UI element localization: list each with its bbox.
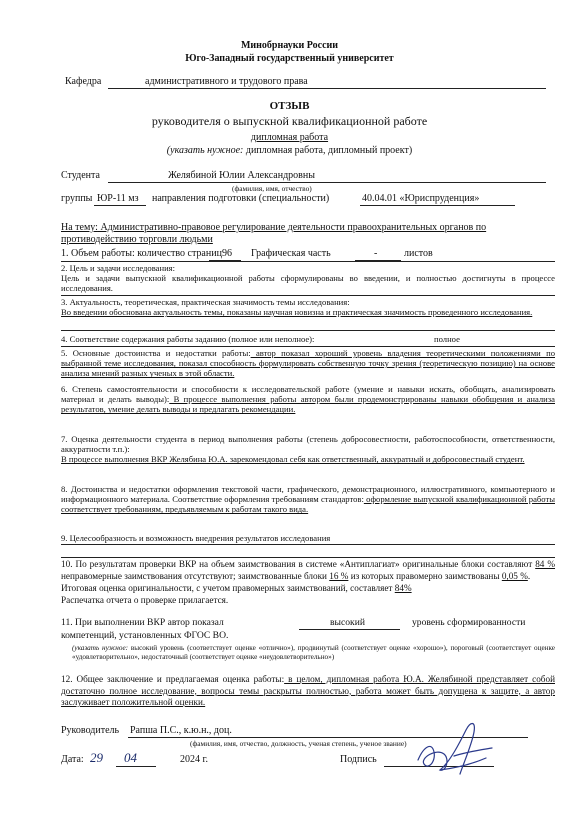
- date-month: 04: [124, 750, 137, 765]
- review-subtitle: руководителя о выпускной квалификационной работе: [151, 114, 428, 128]
- divider-2: [61, 295, 555, 296]
- divider-4: [61, 346, 555, 347]
- signature-label: Подпись: [340, 754, 377, 765]
- supervisor-hint: (фамилия, имя, отчество, должность, ученая степень, ученое звание): [190, 739, 407, 748]
- date-day: 29: [90, 750, 103, 765]
- section-11-line2: компетенций, установленных ФГОС ВО.: [61, 630, 229, 641]
- section-4-label: 4. Соответствие содержания работы заданию (полное или неполное):: [61, 334, 315, 344]
- section-12: 12. Общее заключение и предлагаемая оценка работы: в целом, дипломная работа Ю.А. Желябиной представляет собой достаточно полное исследование, вопросы темы раскрыты полностью, работа может быть допущена к защите, а автор заслуживает положительной оценки.: [61, 674, 555, 707]
- work-type-hint: (указать нужное: дипломная работа, дипломный проект): [166, 145, 413, 156]
- graphic-count: -: [374, 248, 378, 259]
- direction-underline: [360, 205, 515, 206]
- group-value: ЮР-11 мз: [97, 193, 139, 204]
- pages-count: 96: [222, 248, 232, 259]
- review-title: ОТЗЫВ: [269, 100, 310, 112]
- work-type: дипломная работа: [250, 132, 329, 143]
- divider-1: [61, 261, 555, 262]
- department-value: административного и трудового права: [145, 76, 308, 87]
- supervisor-name: Рапша П.С., к.ю.н., доц.: [130, 725, 232, 736]
- section-6: 6. Степень самостоятельности и способности к исследовательской работе (умение и навыки искать, обобщать, анализировать материал и делать выводы): В процессе выполнения работы автором были продемонстрированы навыки обобщения и анализа результатов, умение делать выводы и предлагать рекомендации.: [61, 384, 555, 415]
- group-underline: [94, 205, 146, 206]
- direction-value: 40.04.01 «Юриспруденция»: [362, 193, 480, 204]
- department-label: Кафедра: [65, 76, 102, 87]
- department-underline: [108, 88, 546, 89]
- divider-3: [61, 330, 555, 331]
- group-label: группы: [61, 193, 93, 204]
- section-11-hint: (указать нужное: высокий уровень (соответствует оценке «отлично»), продвинутый (соответствует оценке «хорошо»), пороговый (соответствует оценке «удовлетворительно», недостаточный (соответствует оценке «неудовлетворительно»): [72, 644, 555, 661]
- section-11-tail: уровень сформированности: [412, 617, 526, 628]
- section-4-value: полное: [434, 334, 460, 344]
- date-year: 2024 г.: [180, 754, 208, 765]
- graphic-label: Графическая часть: [251, 248, 331, 259]
- student-underline: [108, 182, 546, 183]
- student-label: Студента: [61, 170, 100, 181]
- topic-line2: противодействию торговли людьми: [61, 234, 213, 245]
- level-underline: [299, 629, 400, 630]
- section-3: 3. Актуальность, теоретическая, практическая значимость темы исследования: Во введении обоснована актуальность темы, показаны научная новизна и практическая значимость проведенного исследования.: [61, 297, 533, 318]
- section-10: 10. По результатам проверки ВКР на объем заимствования в системе «Антиплагиат» оригинальные блоки составляют 84 % неправомерные заимствования отсутствуют; заимствованные блоки 16 % из которых правомерно заимствованы 0,05 %. Итоговая оценка оригинальности, с учетом правомерных заимствований, составляет 84% Распечатка отчета о проверке прилагается.: [61, 559, 556, 605]
- section-8: 8. Достоинства и недостатки оформления текстовой части, графического, демонстрационного, иллюстративного, компьютерного и информационного материала. Соответствие оформления требованиям стандартов: оформление выпускной квалификационной работы соответствует требованиям, предъявляемым к работам такого вида.: [61, 484, 555, 515]
- section-7: 7. Оценка деятельности студента в период выполнения работы (степень добросовестности, работоспособности, ответственности, аккуратности т.п.): В процессе выполнения ВКР Желябина Ю.А. зарекомендовал себя как ответственный, аккуратный и добросовестный студент.: [61, 434, 555, 465]
- ministry-name: Минобрнауки России: [240, 40, 339, 51]
- section-1: 1. Объем работы: количество страниц: [61, 248, 222, 259]
- section-11-line1: 11. При выполнении ВКР автор показал: [61, 617, 224, 628]
- divider-9a: [61, 544, 555, 545]
- signature-image: [410, 712, 500, 782]
- direction-label: направления подготовки (специальности): [152, 193, 330, 204]
- section-5: 5. Основные достоинства и недостатки работы: автор показал хороший уровень владения теоретическими положениями по выбранной теме исследования, показал способность формулировать собственную точку зрения (теоретическую позицию) на основе анализа мнений разных ученых в этой области.: [61, 348, 555, 379]
- date-label: Дата:: [61, 754, 84, 765]
- university-name: Юго-Западный государственный университет: [185, 53, 394, 64]
- competence-level: высокий: [330, 617, 365, 628]
- section-9-label: 9. Целесообразность и возможность внедрения результатов исследования: [61, 533, 331, 543]
- student-name-hint: (фамилия, имя, отчество): [232, 184, 312, 193]
- sheets-label: листов: [404, 248, 433, 259]
- month-underline: [116, 766, 156, 767]
- student-name: Желябиной Юлии Александровны: [168, 170, 315, 181]
- section-2: 2. Цель и задачи исследования: Цель и задачи выпускной квалификационной работы сформулированы во введении, и полностью достигнуты в процессе исследования.: [61, 263, 555, 294]
- supervisor-label: Руководитель: [61, 725, 120, 736]
- topic-line1: На тему: Административно-правовое регулирование деятельности правоохранительных органов по: [61, 222, 487, 233]
